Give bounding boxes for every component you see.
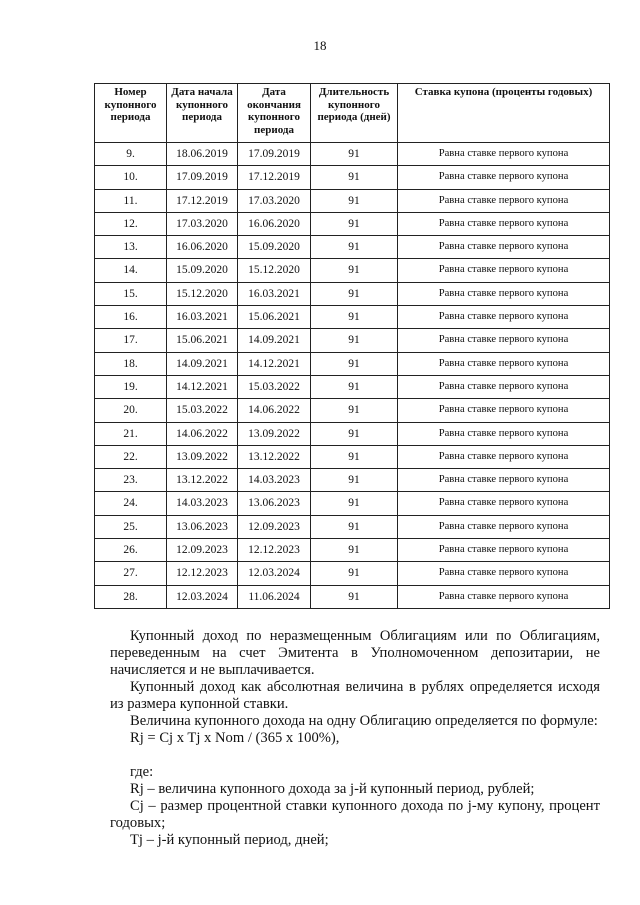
- cell-coupon-number: 27.: [95, 562, 167, 585]
- cell-coupon-rate: Равна ставке первого купона: [398, 445, 610, 468]
- cell-start-date: 17.03.2020: [167, 212, 238, 235]
- cell-end-date: 16.03.2021: [238, 282, 311, 305]
- cell-duration: 91: [311, 212, 398, 235]
- table-row: [95, 189, 610, 212]
- header-start-date: Дата начала купонного периода: [167, 84, 238, 143]
- cell-coupon-number: 20.: [95, 399, 167, 422]
- cell-start-date: 13.12.2022: [167, 469, 238, 492]
- table-row: [95, 539, 610, 562]
- table-row: [95, 212, 610, 235]
- cell-coupon-rate: Равна ставке первого купона: [398, 469, 610, 492]
- table-row: [95, 375, 610, 398]
- cell-duration: 91: [311, 259, 398, 282]
- cell-end-date: 14.06.2022: [238, 399, 311, 422]
- cell-end-date: 17.12.2019: [238, 166, 311, 189]
- cell-start-date: 16.06.2020: [167, 236, 238, 259]
- table-row: [95, 562, 610, 585]
- cell-duration: 91: [311, 282, 398, 305]
- cell-duration: 91: [311, 189, 398, 212]
- cell-start-date: 13.09.2022: [167, 445, 238, 468]
- table-row: [95, 515, 610, 538]
- cell-end-date: 13.06.2023: [238, 492, 311, 515]
- cell-start-date: 14.03.2023: [167, 492, 238, 515]
- cell-coupon-number: 13.: [95, 236, 167, 259]
- cell-start-date: 15.09.2020: [167, 259, 238, 282]
- cell-duration: 91: [311, 585, 398, 608]
- cell-coupon-rate: Равна ставке первого купона: [398, 259, 610, 282]
- cell-start-date: 17.09.2019: [167, 166, 238, 189]
- cell-coupon-number: 26.: [95, 539, 167, 562]
- cell-coupon-rate: Равна ставке первого купона: [398, 585, 610, 608]
- cell-coupon-rate: Равна ставке первого купона: [398, 539, 610, 562]
- cell-start-date: 12.03.2024: [167, 585, 238, 608]
- paragraph-non-accrual: Купонный доход по неразмещенным Облигациям или по Облигациям, переведенным на счет Эмитента в Уполномоченном депозитарии, не начисляется и не выплачивается.: [110, 628, 600, 678]
- table-row: [95, 259, 610, 282]
- cell-coupon-rate: Равна ставке первого купона: [398, 492, 610, 515]
- body-text: [110, 628, 600, 849]
- coupon-schedule-table: [94, 83, 610, 609]
- cell-coupon-rate: Равна ставке первого купона: [398, 282, 610, 305]
- cell-coupon-number: 9.: [95, 143, 167, 166]
- cell-start-date: 15.12.2020: [167, 282, 238, 305]
- cell-duration: 91: [311, 143, 398, 166]
- cell-coupon-rate: Равна ставке первого купона: [398, 306, 610, 329]
- cell-coupon-number: 11.: [95, 189, 167, 212]
- cell-coupon-number: 24.: [95, 492, 167, 515]
- paragraph-absolute-value: Купонный доход как абсолютная величина в рублях определяется исходя из размера купонной ставки.: [110, 679, 600, 712]
- table-row: [95, 282, 610, 305]
- cell-end-date: 17.09.2019: [238, 143, 311, 166]
- cell-end-date: 17.03.2020: [238, 189, 311, 212]
- cell-start-date: 12.12.2023: [167, 562, 238, 585]
- definition-cj: Cj – размер процентной ставки купонного дохода по j-му купону, процент годовых;: [110, 798, 600, 831]
- table-row: [95, 306, 610, 329]
- cell-end-date: 16.06.2020: [238, 212, 311, 235]
- cell-coupon-number: 28.: [95, 585, 167, 608]
- cell-duration: 91: [311, 236, 398, 259]
- table-row: [95, 585, 610, 608]
- cell-coupon-rate: Равна ставке первого купона: [398, 329, 610, 352]
- header-coupon-number: Номер купонного периода: [95, 84, 167, 143]
- cell-coupon-rate: Равна ставке первого купона: [398, 189, 610, 212]
- cell-duration: 91: [311, 166, 398, 189]
- cell-coupon-number: 12.: [95, 212, 167, 235]
- table-header-row: [95, 84, 610, 143]
- cell-end-date: 12.03.2024: [238, 562, 311, 585]
- table-row: [95, 166, 610, 189]
- cell-coupon-rate: Равна ставке первого купона: [398, 166, 610, 189]
- paragraph-formula-intro: Величина купонного дохода на одну Облигацию определяется по формуле:: [130, 713, 598, 729]
- cell-end-date: 11.06.2024: [238, 585, 311, 608]
- formula: Rj = Cj x Tj x Nom / (365 x 100%),: [130, 730, 340, 746]
- cell-start-date: 12.09.2023: [167, 539, 238, 562]
- cell-end-date: 13.12.2022: [238, 445, 311, 468]
- cell-end-date: 15.12.2020: [238, 259, 311, 282]
- cell-duration: 91: [311, 469, 398, 492]
- cell-end-date: 12.09.2023: [238, 515, 311, 538]
- cell-coupon-number: 14.: [95, 259, 167, 282]
- cell-coupon-rate: Равна ставке первого купона: [398, 562, 610, 585]
- table-row: [95, 469, 610, 492]
- cell-end-date: 15.03.2022: [238, 375, 311, 398]
- table-row: [95, 399, 610, 422]
- header-duration: Длительность купонного периода (дней): [311, 84, 398, 143]
- cell-end-date: 12.12.2023: [238, 539, 311, 562]
- cell-coupon-rate: Равна ставке первого купона: [398, 352, 610, 375]
- definition-tj: Tj – j-й купонный период, дней;: [130, 832, 329, 848]
- table-row: [95, 352, 610, 375]
- cell-start-date: 16.03.2021: [167, 306, 238, 329]
- cell-coupon-rate: Равна ставке первого купона: [398, 143, 610, 166]
- cell-duration: 91: [311, 492, 398, 515]
- cell-start-date: 14.09.2021: [167, 352, 238, 375]
- cell-start-date: 15.03.2022: [167, 399, 238, 422]
- cell-end-date: 15.09.2020: [238, 236, 311, 259]
- cell-start-date: 13.06.2023: [167, 515, 238, 538]
- cell-duration: 91: [311, 562, 398, 585]
- cell-duration: 91: [311, 329, 398, 352]
- cell-coupon-number: 18.: [95, 352, 167, 375]
- cell-coupon-number: 23.: [95, 469, 167, 492]
- cell-coupon-rate: Равна ставке первого купона: [398, 375, 610, 398]
- page-number: 18: [313, 38, 327, 53]
- cell-coupon-rate: Равна ставке первого купона: [398, 236, 610, 259]
- cell-start-date: 14.06.2022: [167, 422, 238, 445]
- definition-rj: Rj – величина купонного дохода за j-й купонный период, рублей;: [130, 781, 535, 797]
- cell-start-date: 15.06.2021: [167, 329, 238, 352]
- cell-duration: 91: [311, 515, 398, 538]
- cell-end-date: 13.09.2022: [238, 422, 311, 445]
- cell-duration: 91: [311, 375, 398, 398]
- where-label: где:: [130, 764, 154, 780]
- table-row: [95, 329, 610, 352]
- cell-start-date: 18.06.2019: [167, 143, 238, 166]
- table-row: [95, 143, 610, 166]
- table-row: [95, 422, 610, 445]
- cell-coupon-rate: Равна ставке первого купона: [398, 399, 610, 422]
- cell-end-date: 14.09.2021: [238, 329, 311, 352]
- cell-coupon-rate: Равна ставке первого купона: [398, 212, 610, 235]
- cell-duration: 91: [311, 399, 398, 422]
- cell-duration: 91: [311, 422, 398, 445]
- cell-coupon-number: 22.: [95, 445, 167, 468]
- cell-duration: 91: [311, 539, 398, 562]
- header-end-date: Дата окончания купонного периода: [238, 84, 311, 143]
- cell-coupon-number: 10.: [95, 166, 167, 189]
- cell-duration: 91: [311, 445, 398, 468]
- cell-end-date: 15.06.2021: [238, 306, 311, 329]
- table-row: [95, 445, 610, 468]
- cell-end-date: 14.03.2023: [238, 469, 311, 492]
- cell-coupon-number: 19.: [95, 375, 167, 398]
- table-row: [95, 236, 610, 259]
- cell-end-date: 14.12.2021: [238, 352, 311, 375]
- cell-coupon-rate: Равна ставке первого купона: [398, 515, 610, 538]
- cell-coupon-rate: Равна ставке первого купона: [398, 422, 610, 445]
- header-coupon-rate: Ставка купона (проценты годовых): [398, 84, 610, 143]
- cell-coupon-number: 15.: [95, 282, 167, 305]
- cell-coupon-number: 25.: [95, 515, 167, 538]
- cell-duration: 91: [311, 352, 398, 375]
- cell-coupon-number: 16.: [95, 306, 167, 329]
- cell-coupon-number: 17.: [95, 329, 167, 352]
- cell-duration: 91: [311, 306, 398, 329]
- table-row: [95, 492, 610, 515]
- cell-start-date: 14.12.2021: [167, 375, 238, 398]
- cell-start-date: 17.12.2019: [167, 189, 238, 212]
- cell-coupon-number: 21.: [95, 422, 167, 445]
- table-body: [95, 143, 610, 609]
